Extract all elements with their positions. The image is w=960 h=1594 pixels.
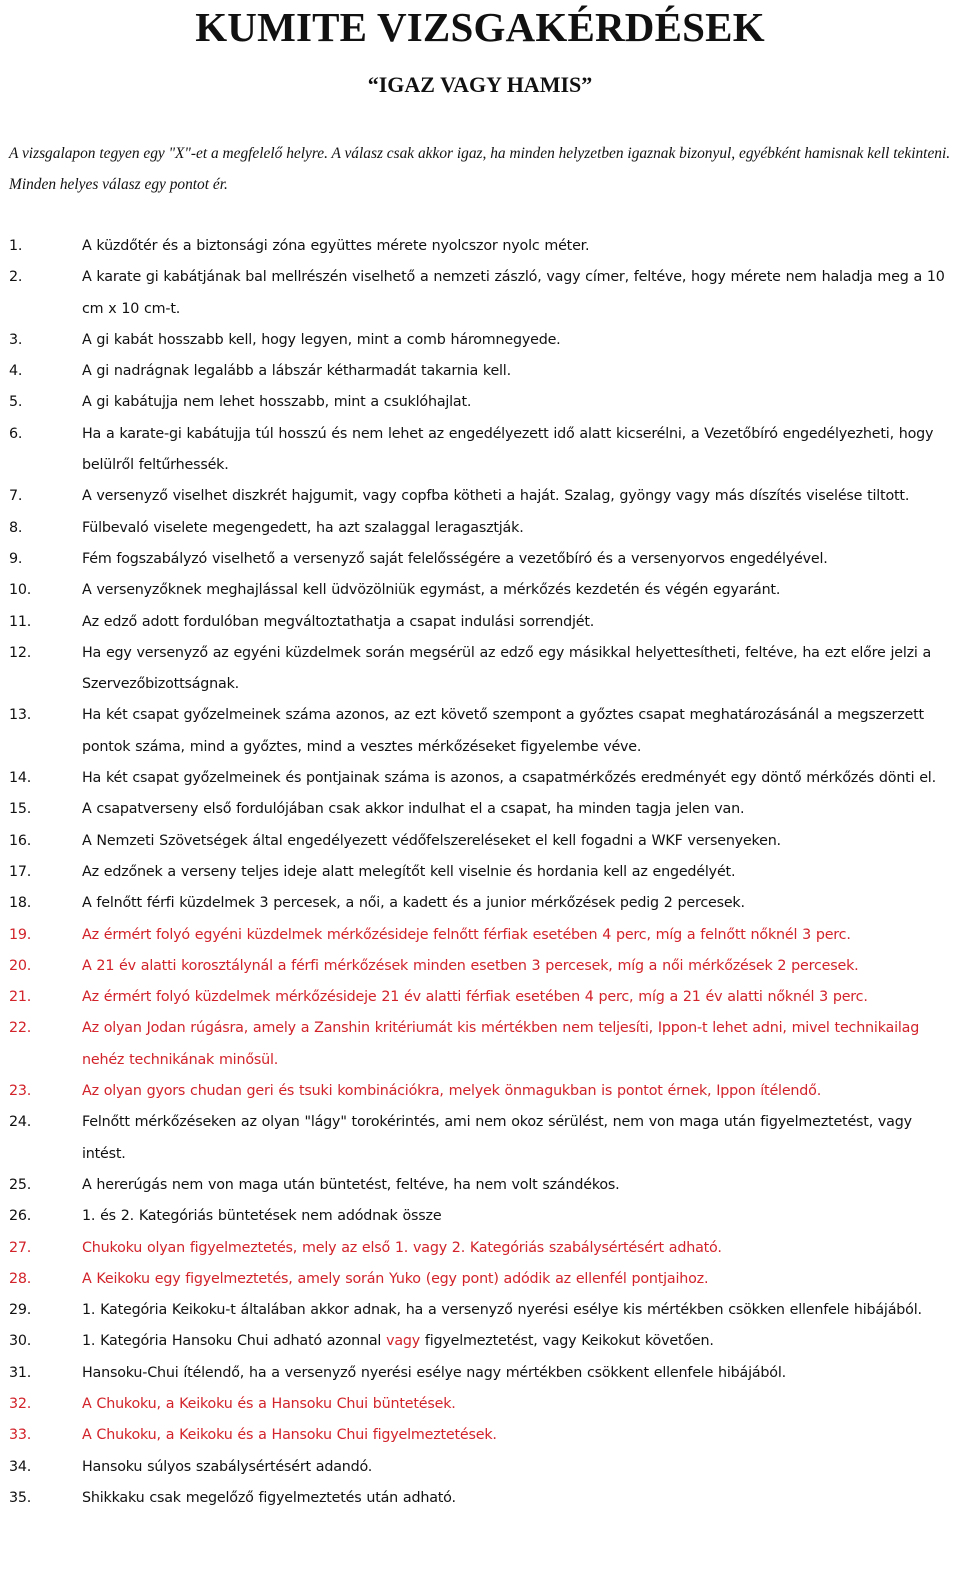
question-number: 13. <box>9 707 32 724</box>
question-text: Fém fogszabályzó viselhető a versenyző saját felelősségére a vezetőbíró és a versenyorvos engedélyével. <box>82 550 828 567</box>
question-item <box>0 481 960 512</box>
question-text: A Keikoku egy figyelmeztetés, amely során Yuko (egy pont) adódik az ellenfél pontjaihoz. <box>82 1270 709 1287</box>
question-text: Az olyan Jodan rúgásra, amely a Zanshin kritériumát kis mértékben nem teljesíti, Ippon-t lehet adni, mivel technikailag nehéz technikának minősül. <box>82 1020 920 1068</box>
question-text: A gi kabát hosszabb kell, hogy legyen, mint a comb háromnegyede. <box>82 331 561 348</box>
question-text: A felnőtt férfi küzdelmek 3 percesek, a női, a kadett és a junior mérkőzések pedig 2 percesek. <box>82 895 745 912</box>
question-list <box>0 231 960 1514</box>
question-text: Az olyan gyors chudan geri és tsuki kombinációkra, melyek önmagukban is pontot érnek, Ippon ítélendő. <box>82 1083 822 1100</box>
question-number: 21. <box>9 989 32 1006</box>
question-item <box>0 638 960 701</box>
question-number: 25. <box>9 1176 32 1193</box>
question-item <box>0 763 960 794</box>
question-text: Ha két csapat győzelmeinek és pontjainak száma is azonos, a csapatmérkőzés eredményét egy döntő mérkőzés dönti el. <box>82 770 936 787</box>
question-number: 22. <box>9 1020 32 1037</box>
document-subtitle: “IGAZ VAGY HAMIS” <box>367 72 593 97</box>
question-item <box>0 387 960 418</box>
question-item <box>0 794 960 825</box>
question-number: 1. <box>9 238 23 254</box>
question-text: Hansoku súlyos szabálysértésért adandó. <box>82 1458 373 1475</box>
question-number: 14. <box>9 770 32 787</box>
question-number: 31. <box>9 1364 32 1381</box>
question-text: A versenyzőknek meghajlással kell üdvözölniük egymást, a mérkőzés kezdetén és végén egyaránt. <box>82 582 781 599</box>
question-number: 29. <box>9 1302 32 1319</box>
question-text: A küzdőtér és a biztonsági zóna együttes mérete nyolcszor nyolc méter. <box>82 238 590 254</box>
question-item <box>0 607 960 638</box>
question-item <box>0 325 960 356</box>
question-text: A 21 év alatti korosztálynál a férfi mérkőzések minden esetben 3 percesek, míg a női mérkőzések 2 percesek. <box>82 957 859 974</box>
question-number: 26. <box>9 1208 32 1225</box>
question-text: 1. és 2. Kategóriás büntetések nem adódnak össze <box>82 1208 442 1225</box>
question-item <box>0 1107 960 1170</box>
question-item <box>0 920 960 951</box>
question-text: A versenyző viselhet diszkrét hajgumit, vagy copfba kötheti a haját. Szalag, gyöngy vagy más díszítés viselése tiltott. <box>82 488 910 505</box>
question-text: Az érmért folyó egyéni küzdelmek mérkőzésideje felnőtt férfiak esetében 4 perc, míg a felnőtt nőknél 3 perc. <box>82 926 851 943</box>
question-item <box>0 513 960 544</box>
question-text: Felnőtt mérkőzéseken az olyan "lágy" torokérintés, ami nem okoz sérülést, nem von maga után figyelmeztetést, vagy intést. <box>82 1114 912 1162</box>
question-number: 4. <box>9 363 23 380</box>
question-text: A gi nadrágnak legalább a lábszár kétharmadát takarnia kell. <box>82 363 511 380</box>
question-item <box>0 1420 960 1451</box>
question-item <box>0 262 960 325</box>
question-number: 17. <box>9 863 32 880</box>
question-item <box>0 700 960 763</box>
question-number: 23. <box>9 1083 32 1100</box>
question-number: 27. <box>9 1239 32 1256</box>
question-item <box>0 1201 960 1232</box>
question-text: Az érmért folyó küzdelmek mérkőzésideje 21 év alatti férfiak esetében 4 perc, míg a 21 év alatti nőknél 3 perc. <box>82 989 868 1006</box>
question-text: Hansoku-Chui ítélendő, ha a versenyző nyerési esélye nagy mértékben csökkent ellenfele hibájából. <box>82 1364 786 1381</box>
question-item <box>0 982 960 1013</box>
question-item <box>0 1295 960 1326</box>
question-text: Shikkaku csak megelőző figyelmeztetés után adható. <box>82 1489 456 1506</box>
question-number: 32. <box>9 1395 32 1412</box>
question-item <box>0 1170 960 1201</box>
question-number: 2. <box>9 269 23 286</box>
question-number: 20. <box>9 957 32 974</box>
question-text: Chukoku olyan figyelmeztetés, mely az első 1. vagy 2. Kategóriás szabálysértésért adható. <box>82 1239 722 1256</box>
question-number: 33. <box>9 1427 32 1444</box>
question-number: 24. <box>9 1114 32 1131</box>
question-number: 15. <box>9 801 32 818</box>
question-text: Ha a karate-gi kabátujja túl hosszú és nem lehet az engedélyezett idő alatt kicserélni, a Vezetőbíró engedélyezheti, hogy belülről feltűrhessék. <box>82 425 934 474</box>
question-number: 34. <box>9 1458 32 1475</box>
question-number: 28. <box>9 1270 32 1287</box>
question-text: Ha egy versenyző az egyéni küzdelmek során megsérül az edző egy másikkal helyettesítheti, feltéve, ha ezt előre jelzi a Szervezőbizottságnak. <box>82 644 932 693</box>
question-item <box>0 1389 960 1420</box>
question-number: 7. <box>9 488 23 505</box>
question-number: 16. <box>9 832 32 849</box>
question-number: 8. <box>9 519 23 536</box>
question-text: Ha két csapat győzelmeinek száma azonos, az ezt követő szempont a győztes csapat meghatározásánál a megszerzett pontok száma, mind a győztes, mind a vesztes mérkőzéseket figyelembe véve. <box>82 707 924 755</box>
question-number: 30. <box>9 1333 32 1350</box>
question-text: A csapatverseny első fordulójában csak akkor indulhat el a csapat, ha minden tagja jelen van. <box>82 801 745 818</box>
question-number: 19. <box>9 926 32 943</box>
question-item <box>0 1264 960 1295</box>
question-item <box>0 1483 960 1514</box>
question-number: 6. <box>9 425 23 442</box>
question-item <box>0 231 960 262</box>
question-number: 35. <box>9 1489 32 1506</box>
question-item <box>0 1076 960 1107</box>
question-text-part: 1. Kategória Hansoku Chui adható azonnal <box>82 1333 387 1350</box>
question-text <box>82 1326 960 1357</box>
question-text: A Chukoku, a Keikoku és a Hansoku Chui büntetések. <box>82 1395 456 1412</box>
question-item <box>0 888 960 919</box>
highlighted-word: vagy <box>386 1333 421 1350</box>
instructions-paragraph: A vizsgalapon tegyen egy "X"-et a megfelelő helyre. A válasz csak akkor igaz, ha minden helyzetben igaznak bizonyul, egyébként hamisnak kell tekinteni. Minden helyes válasz egy pontot ér. <box>9 145 951 193</box>
question-text: A karate gi kabátjának bal mellrészén viselhető a nemzeti zászló, vagy címer, feltéve, hogy mérete nem haladja meg a 10 cm x 10 cm-t. <box>82 269 945 317</box>
question-text: A hererúgás nem von maga után büntetést, feltéve, ha nem volt szándékos. <box>82 1176 620 1193</box>
question-item <box>0 575 960 606</box>
question-text: Az edzőnek a verseny teljes ideje alatt melegítőt kell viselnie és hordania kell az engedélyét. <box>82 863 736 880</box>
question-item <box>0 419 960 482</box>
question-text: A Nemzeti Szövetségek által engedélyezett védőfelszereléseket el kell fogadni a WKF versenyeken. <box>82 832 781 849</box>
question-item <box>0 1358 960 1389</box>
question-text-part: figyelmeztetést, vagy Keikokut követően. <box>420 1333 714 1350</box>
question-number: 10. <box>9 582 32 599</box>
question-number: 18. <box>9 895 32 912</box>
question-text: Az edző adott fordulóban megváltoztathatja a csapat indulási sorrendjét. <box>82 613 595 630</box>
question-text: A gi kabátujja nem lehet hosszabb, mint a csuklóhajlat. <box>82 394 472 411</box>
question-item <box>0 1326 960 1357</box>
question-item <box>0 951 960 982</box>
question-text: Fülbevaló viselete megengedett, ha azt szalaggal leragasztják. <box>82 519 524 536</box>
question-text: 1. Kategória Keikoku-t általában akkor adnak, ha a versenyző nyerési esélye kis mértékben csökken ellenfele hibájából. <box>82 1302 922 1319</box>
question-number: 9. <box>9 550 23 567</box>
question-number: 5. <box>9 394 23 411</box>
question-number: 3. <box>9 331 23 348</box>
question-item <box>0 857 960 888</box>
question-text: A Chukoku, a Keikoku és a Hansoku Chui figyelmeztetések. <box>82 1427 497 1444</box>
question-number: 12. <box>9 644 32 661</box>
question-item <box>0 826 960 857</box>
question-item <box>0 1452 960 1483</box>
document-title: KUMITE VIZSGAKÉRDÉSEK <box>195 4 765 50</box>
question-item <box>0 1013 960 1076</box>
question-item <box>0 356 960 387</box>
question-item <box>0 1233 960 1264</box>
question-number: 11. <box>9 613 32 630</box>
question-item <box>0 544 960 575</box>
